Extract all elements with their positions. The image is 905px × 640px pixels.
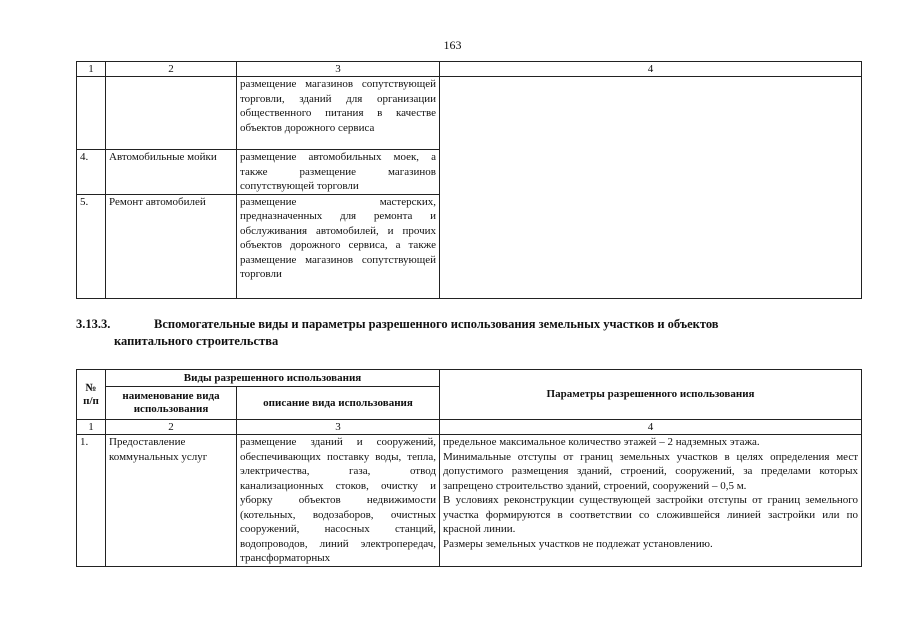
column-number: 2 — [106, 420, 237, 435]
column-number: 3 — [237, 420, 440, 435]
row-number — [77, 77, 106, 150]
table-auxiliary-uses — [76, 369, 862, 567]
column-number: 1 — [77, 62, 106, 77]
use-name: Автомобильные мойки — [106, 150, 237, 195]
column-number: 4 — [440, 62, 862, 77]
page-number: 163 — [443, 38, 462, 52]
section-title-line1: Вспомогательные виды и параметры разрешенного использования земельных участков и объектов — [154, 317, 719, 331]
table-row — [77, 77, 862, 150]
row-number: 1. — [77, 435, 106, 567]
row-number: 5. — [77, 194, 106, 298]
parameter-paragraph: Размеры земельных участков не подлежат установлению. — [443, 537, 713, 550]
use-description: размещение мастерских, предназначенных для ремонта и обслуживания автомобилей, и прочих объектов дорожного сервиса, а также размещение магазинов сопутствующей торговли — [237, 194, 440, 298]
section-heading — [76, 316, 836, 350]
header-group: Виды разрешенного использования — [106, 370, 440, 387]
use-name — [106, 77, 237, 150]
use-description: размещение зданий и сооружений, обеспечивающих поставку воды, тепла, электричества, газа, отвод канализационных стоков, очистку и уборку объектов недвижимости (котельных, водозаборов, очистных сооружений, насосных станций, водопроводов, линий электропередач, трансформаторных — [237, 435, 440, 567]
use-name: Предоставление коммунальных услуг — [106, 435, 237, 567]
use-description: размещение автомобильных моек, а также размещение магазинов сопутствующей торговли — [237, 150, 440, 195]
header-use-description: описание вида использования — [237, 387, 440, 420]
parameter-paragraph: В условиях реконструкции существующей застройки отступы от границ земельного участка формируются в соответствии со сложившейся линией застройки или по красной линии. — [443, 494, 859, 535]
row-number: 4. — [77, 150, 106, 195]
header-number: № п/п — [77, 370, 106, 420]
section-title-line2: капитального строительства — [114, 334, 279, 348]
parameter-paragraph: Минимальные отступы от границ земельных участков в целях определения мест допустимого размещения зданий, строений, сооружений, за пределами которых запрещено строительство зданий, строений, сооружений – 0,5 м. — [443, 450, 859, 492]
use-name: Ремонт автомобилей — [106, 194, 237, 298]
header-use-name: наименование вида использования — [106, 387, 237, 420]
table-row — [77, 435, 862, 567]
parameters-cell — [440, 77, 862, 299]
table-continuation — [76, 61, 862, 299]
column-number: 4 — [440, 420, 862, 435]
column-number: 1 — [77, 420, 106, 435]
column-number: 2 — [106, 62, 237, 77]
column-number-row — [77, 420, 862, 435]
use-description: размещение магазинов сопутствующей торговли, зданий для организации общественного питания в качестве объектов дорожного сервиса — [237, 77, 440, 150]
parameters-cell — [440, 435, 862, 567]
header-row — [77, 370, 862, 387]
column-number: 3 — [237, 62, 440, 77]
section-number: 3.13.3. — [76, 317, 111, 331]
column-number-row — [77, 62, 862, 77]
header-parameters: Параметры разрешенного использования — [440, 370, 862, 420]
parameter-paragraph: предельное максимальное количество этажей – 2 надземных этажа. — [443, 436, 760, 448]
